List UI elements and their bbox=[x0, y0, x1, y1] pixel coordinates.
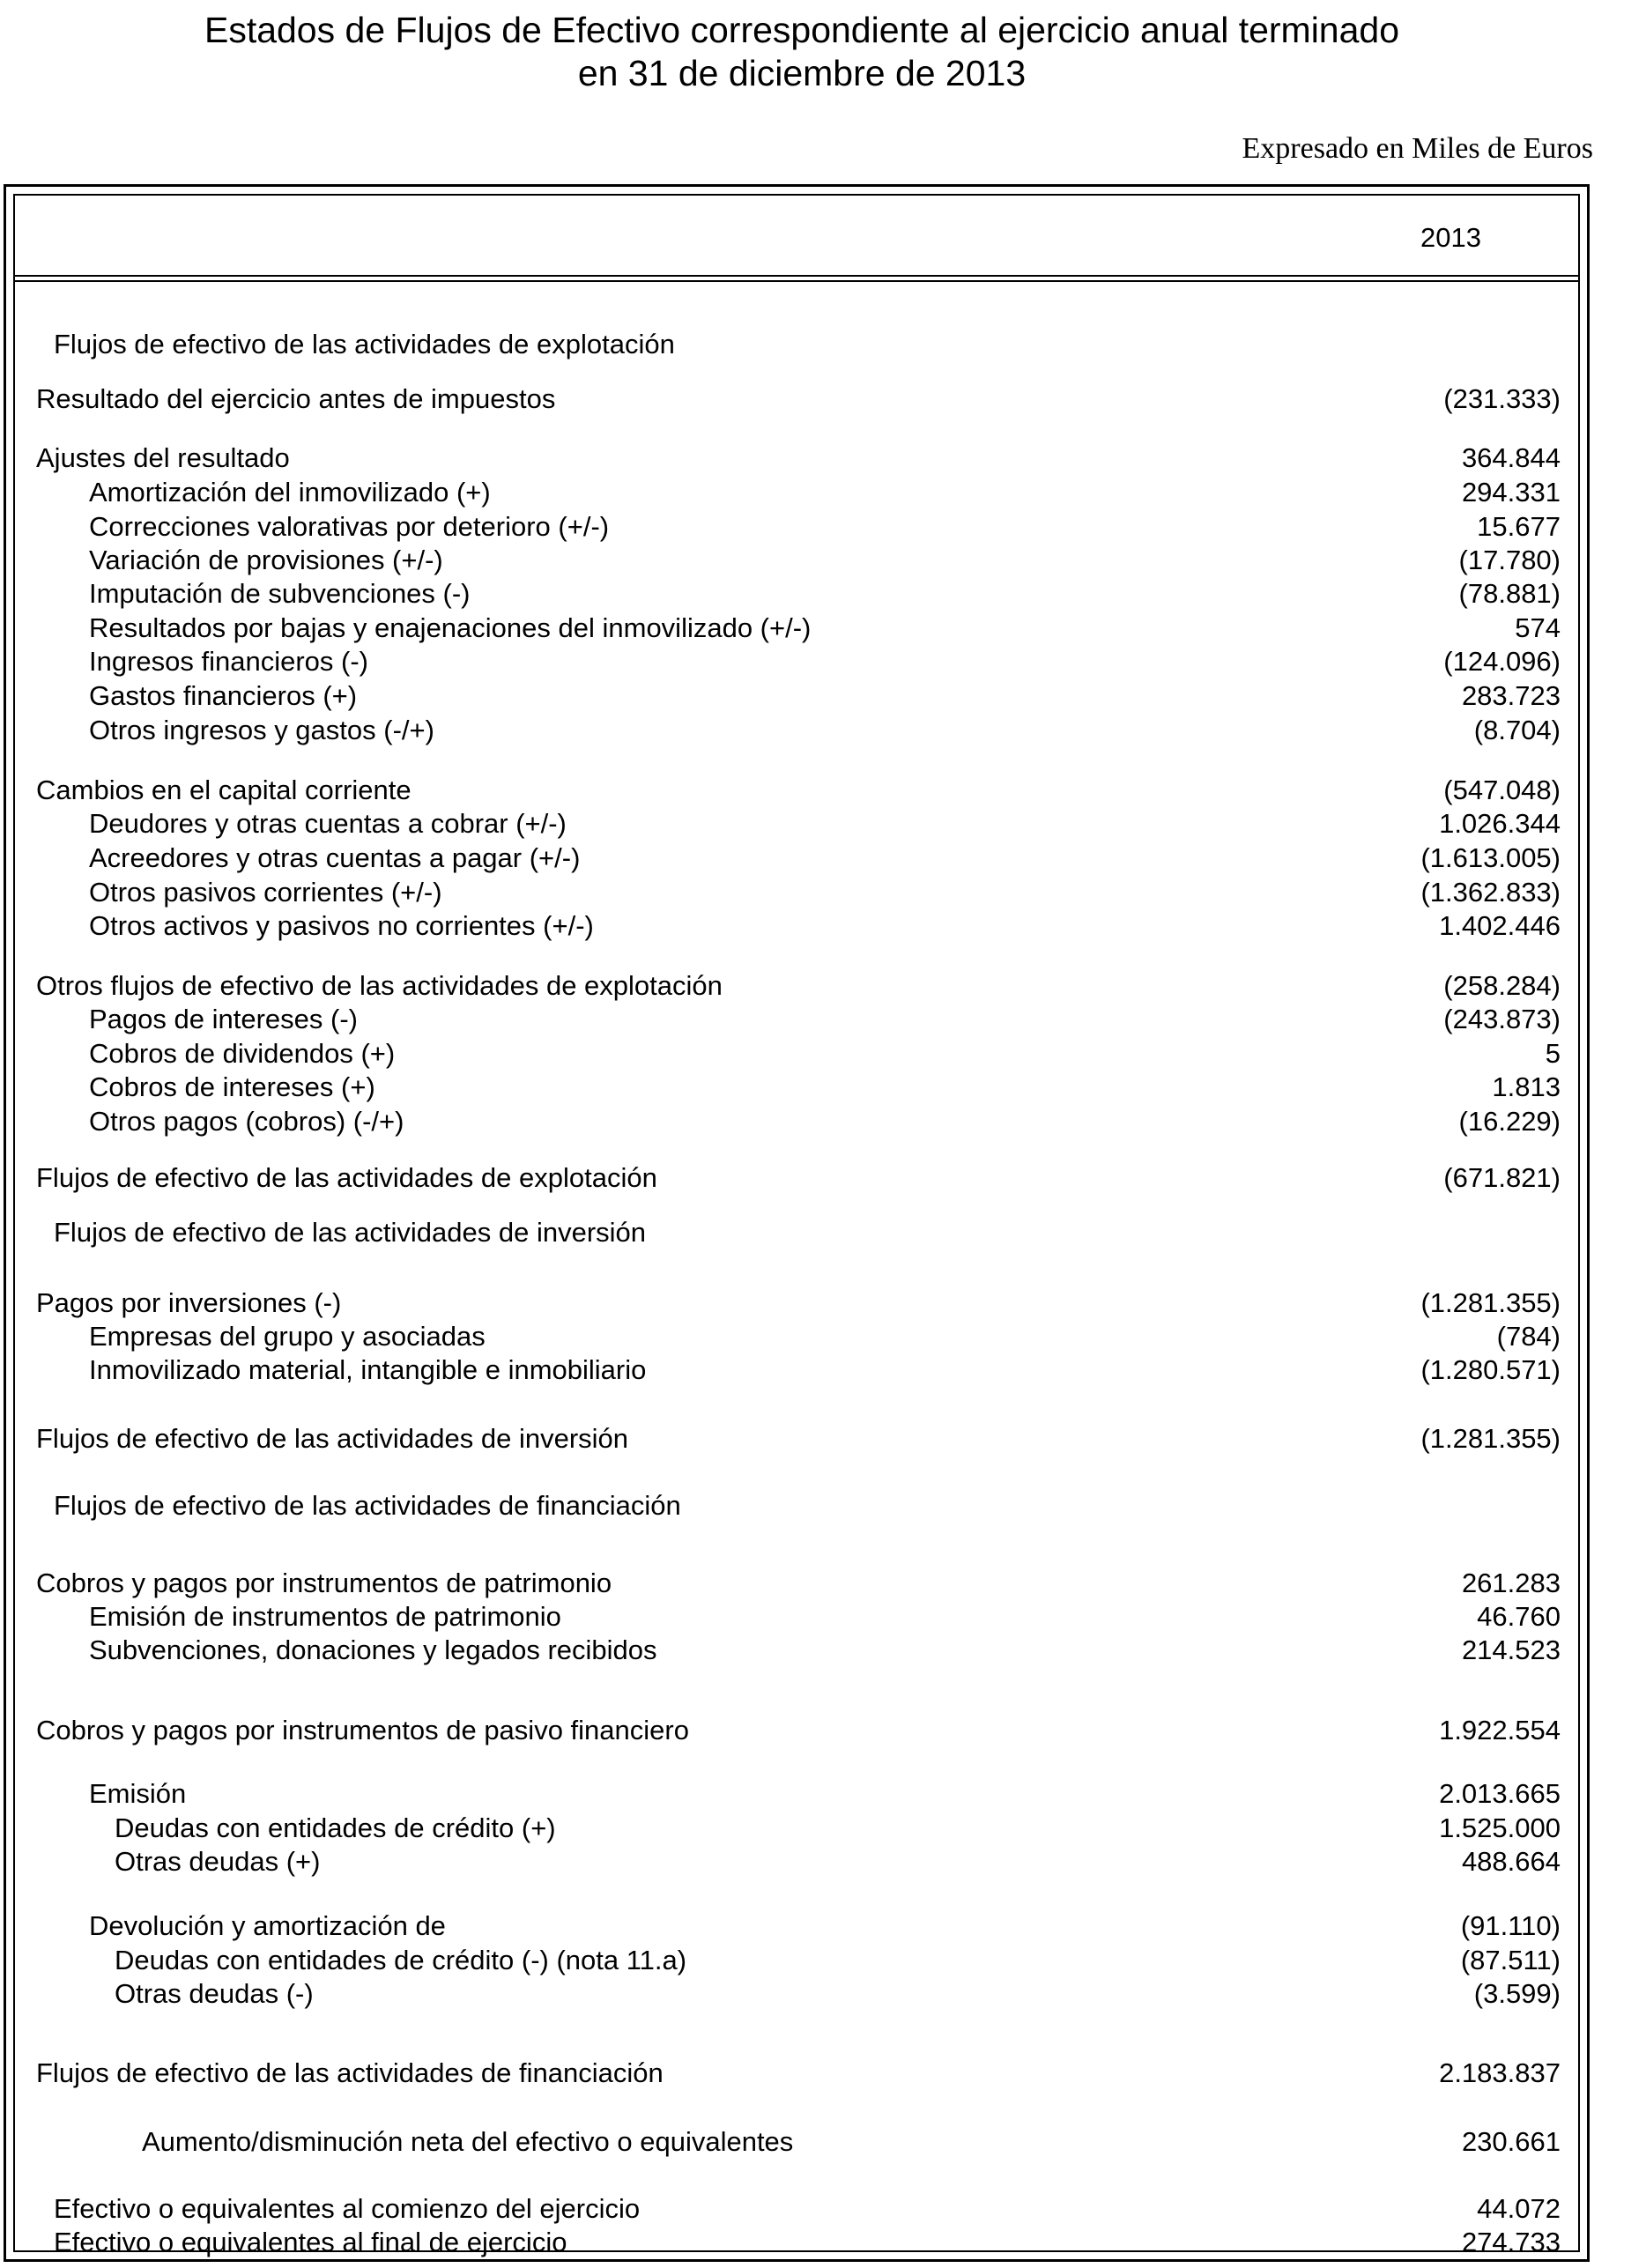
row-value: 15.677 bbox=[1477, 511, 1561, 542]
row-value: 46.760 bbox=[1477, 1601, 1561, 1632]
row-value: (3.599) bbox=[1473, 1978, 1561, 2009]
row-label: Deudores y otras cuentas a cobrar (+/-) bbox=[89, 808, 567, 839]
row-value: 214.523 bbox=[1461, 1634, 1561, 1665]
title-line-1: Estados de Flujos de Efectivo correspondiente al ejercicio anual terminado bbox=[204, 10, 1400, 50]
statement-row bbox=[15, 1909, 1578, 1943]
row-value: (784) bbox=[1496, 1321, 1561, 1352]
row-value: (16.229) bbox=[1458, 1106, 1561, 1137]
row-label: Otros pasivos corrientes (+/-) bbox=[89, 877, 442, 908]
row-value: (17.780) bbox=[1458, 545, 1561, 575]
row-label: Deudas con entidades de crédito (+) bbox=[115, 1812, 556, 1843]
row-label: Flujos de efectivo de las actividades de financiación bbox=[54, 1490, 681, 1521]
row-value: (1.280.571) bbox=[1420, 1354, 1561, 1385]
row-label: Amortización del inmovilizado (+) bbox=[89, 477, 491, 508]
row-label: Efectivo o equivalentes al comienzo del ejercicio bbox=[54, 2193, 641, 2224]
row-label: Subvenciones, donaciones y legados recibidos bbox=[89, 1634, 657, 1665]
row-label: Ingresos financieros (-) bbox=[89, 646, 369, 677]
row-label: Pagos por inversiones (-) bbox=[36, 1287, 342, 1318]
statement-row bbox=[15, 1422, 1578, 1456]
row-label: Resultado del ejercicio antes de impuestos bbox=[36, 383, 556, 414]
row-label: Devolución y amortización de bbox=[89, 1910, 446, 1941]
statement-row bbox=[15, 1777, 1578, 1811]
statement-row bbox=[15, 679, 1578, 713]
row-label: Efectivo o equivalentes al final de ejercicio bbox=[54, 2227, 567, 2257]
row-label: Cobros de intereses (+) bbox=[89, 1071, 375, 1102]
statement-row bbox=[15, 1071, 1578, 1104]
statement-row bbox=[15, 1003, 1578, 1036]
statement-row bbox=[15, 969, 1578, 1003]
row-label: Otras deudas (+) bbox=[115, 1846, 321, 1877]
row-label: Inmovilizado material, intangible e inmobiliario bbox=[89, 1354, 647, 1385]
statement-title bbox=[0, 9, 1604, 95]
row-value: (258.284) bbox=[1443, 970, 1561, 1001]
statement-row bbox=[15, 1845, 1578, 1879]
statement-row bbox=[15, 1944, 1578, 1977]
statement-row bbox=[15, 841, 1578, 875]
row-label: Empresas del grupo y asociadas bbox=[89, 1321, 486, 1352]
statement-row bbox=[15, 645, 1578, 678]
statement-row bbox=[15, 2125, 1578, 2159]
statement-table bbox=[13, 194, 1580, 2257]
statement-row bbox=[15, 1634, 1578, 1667]
row-value: 2.183.837 bbox=[1439, 2057, 1561, 2088]
row-value: (671.821) bbox=[1443, 1162, 1561, 1193]
row-label: Cambios en el capital corriente bbox=[36, 775, 412, 805]
row-label: Otras deudas (-) bbox=[115, 1978, 314, 2009]
statement-row bbox=[15, 1714, 1578, 1747]
statement-table-frame bbox=[4, 184, 1590, 2262]
row-value: 488.664 bbox=[1461, 1846, 1561, 1877]
row-value: (231.333) bbox=[1443, 383, 1561, 414]
statement-row bbox=[15, 441, 1578, 475]
statement-row bbox=[15, 1286, 1578, 1320]
statement-row bbox=[15, 1489, 1578, 1523]
row-value: 261.283 bbox=[1461, 1568, 1561, 1598]
statement-row bbox=[15, 1320, 1578, 1353]
statement-row bbox=[15, 1037, 1578, 1071]
row-label: Flujos de efectivo de las actividades de explotación bbox=[54, 329, 675, 359]
row-label: Correcciones valorativas por deterioro (+/-) bbox=[89, 511, 610, 542]
row-value: (243.873) bbox=[1443, 1004, 1561, 1034]
statement-row bbox=[15, 577, 1578, 611]
statement-row bbox=[15, 774, 1578, 807]
statement-row bbox=[15, 714, 1578, 747]
title-line-2: en 31 de diciembre de 2013 bbox=[577, 53, 1027, 93]
statement-row bbox=[15, 876, 1578, 909]
row-value: 1.922.554 bbox=[1439, 1715, 1561, 1745]
row-value: (547.048) bbox=[1443, 775, 1561, 805]
row-value: 574 bbox=[1515, 612, 1561, 643]
row-label: Acreedores y otras cuentas a pagar (+/-) bbox=[89, 842, 581, 873]
row-value: (8.704) bbox=[1473, 715, 1561, 745]
row-value: 283.723 bbox=[1461, 680, 1561, 711]
row-label: Flujos de efectivo de las actividades de inversión bbox=[36, 1423, 629, 1454]
row-label: Gastos financieros (+) bbox=[89, 680, 358, 711]
statement-row bbox=[15, 1600, 1578, 1634]
row-value: (91.110) bbox=[1460, 1910, 1561, 1941]
row-label: Resultados por bajas y enajenaciones del inmovilizado (+/-) bbox=[89, 612, 812, 643]
row-value: 2.013.665 bbox=[1439, 1778, 1561, 1809]
row-label: Ajustes del resultado bbox=[36, 442, 290, 473]
row-label: Cobros y pagos por instrumentos de pasivo financiero bbox=[36, 1715, 689, 1745]
statement-row bbox=[15, 1812, 1578, 1845]
row-value: 1.402.446 bbox=[1439, 910, 1561, 941]
row-value: (1.281.355) bbox=[1420, 1423, 1561, 1454]
row-label: Flujos de efectivo de las actividades de explotación bbox=[36, 1162, 657, 1193]
row-label: Variación de provisiones (+/-) bbox=[89, 545, 443, 575]
row-value: (1.281.355) bbox=[1420, 1287, 1561, 1318]
row-label: Emisión bbox=[89, 1778, 187, 1809]
row-value: (78.881) bbox=[1458, 578, 1561, 609]
statement-row bbox=[15, 1216, 1578, 1249]
row-value: 294.331 bbox=[1461, 477, 1561, 508]
column-header-year: 2013 bbox=[1420, 222, 1481, 253]
statement-row bbox=[15, 909, 1578, 943]
statement-row bbox=[15, 1977, 1578, 2011]
row-label: Imputación de subvenciones (-) bbox=[89, 578, 471, 609]
row-value: 230.661 bbox=[1461, 2126, 1561, 2157]
row-label: Aumento/disminución neta del efectivo o equivalentes bbox=[142, 2126, 794, 2157]
header-rule bbox=[15, 275, 1578, 282]
statement-row bbox=[15, 1567, 1578, 1600]
row-label: Pagos de intereses (-) bbox=[89, 1004, 358, 1034]
row-value: 274.733 bbox=[1461, 2227, 1561, 2257]
row-value: 364.844 bbox=[1461, 442, 1561, 473]
statement-row bbox=[15, 1353, 1578, 1387]
row-label: Cobros de dividendos (+) bbox=[89, 1038, 396, 1069]
statement-row bbox=[15, 510, 1578, 544]
row-value: 1.525.000 bbox=[1439, 1812, 1561, 1843]
row-value: (87.511) bbox=[1460, 1945, 1561, 1975]
statement-row bbox=[15, 2192, 1578, 2226]
statement-row bbox=[15, 544, 1578, 577]
statement-row bbox=[15, 382, 1578, 416]
row-label: Flujos de efectivo de las actividades de financiación bbox=[36, 2057, 664, 2088]
row-label: Otros pagos (cobros) (-/+) bbox=[89, 1106, 404, 1137]
row-label: Emisión de instrumentos de patrimonio bbox=[89, 1601, 561, 1632]
statement-row bbox=[15, 1105, 1578, 1138]
row-value: (1.362.833) bbox=[1420, 877, 1561, 908]
row-label: Otros flujos de efectivo de las actividades de explotación bbox=[36, 970, 723, 1001]
row-label: Flujos de efectivo de las actividades de inversión bbox=[54, 1217, 647, 1248]
statement-row bbox=[15, 1161, 1578, 1195]
units-note: Expresado en Miles de Euros bbox=[1242, 132, 1593, 165]
row-value: 44.072 bbox=[1477, 2193, 1561, 2224]
row-value: (1.613.005) bbox=[1420, 842, 1561, 873]
row-value: 1.813 bbox=[1492, 1071, 1561, 1102]
statement-row bbox=[15, 328, 1578, 361]
statement-row bbox=[15, 2057, 1578, 2090]
statement-row bbox=[15, 807, 1578, 841]
row-value: (124.096) bbox=[1443, 646, 1561, 677]
row-label: Otros ingresos y gastos (-/+) bbox=[89, 715, 434, 745]
statement-row bbox=[15, 611, 1578, 645]
row-label: Cobros y pagos por instrumentos de patrimonio bbox=[36, 1568, 612, 1598]
statement-row bbox=[15, 476, 1578, 509]
row-value: 5 bbox=[1545, 1038, 1561, 1069]
row-label: Deudas con entidades de crédito (-) (nota 11.a) bbox=[115, 1945, 687, 1975]
statement-row bbox=[15, 2226, 1578, 2259]
row-value: 1.026.344 bbox=[1439, 808, 1561, 839]
row-label: Otros activos y pasivos no corrientes (+/-) bbox=[89, 910, 594, 941]
